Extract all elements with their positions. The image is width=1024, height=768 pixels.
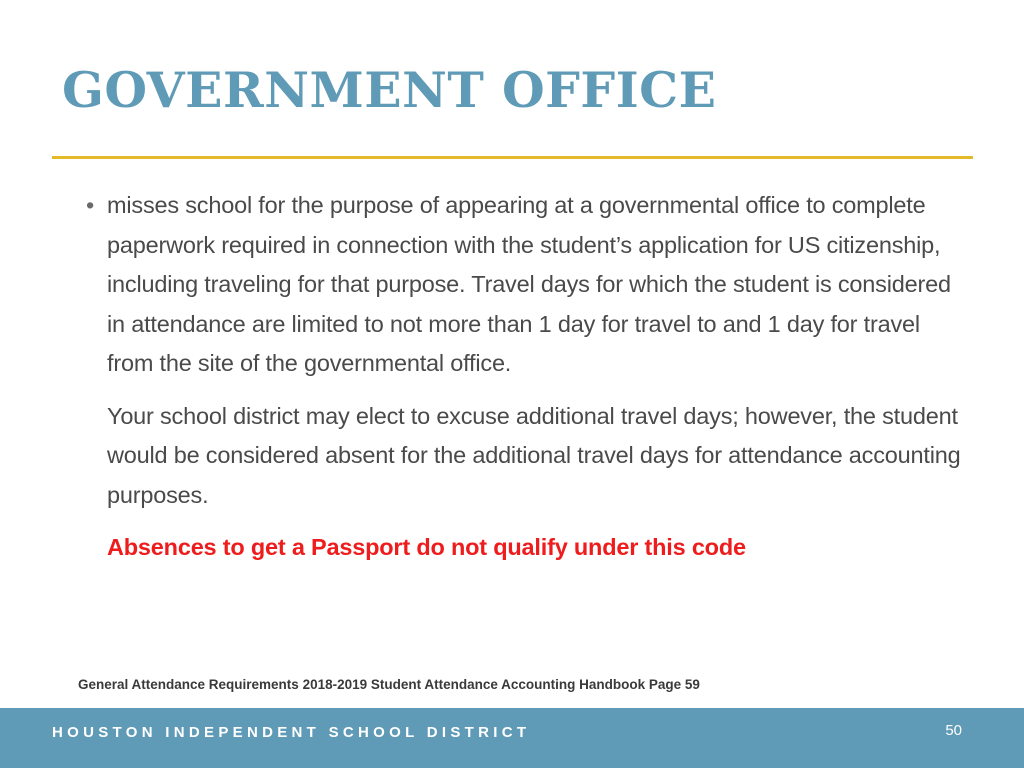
slide-title: GOVERNMENT OFFICE — [62, 61, 717, 119]
bullet-text: misses school for the purpose of appearing at a governmental office to complete paperwork required in connection with the student’s application for US citizenship, including traveling for that purpose. Travel days for which the student is considered in attendance are limited to not more than 1 day for travel to and 1 day for travel from the site of the governmental office. — [107, 192, 951, 376]
bullet-marker: • — [86, 192, 95, 218]
slide-body — [86, 186, 966, 568]
body-paragraph: Your school district may elect to excuse additional travel days; however, the student would be considered absent for the additional travel days for attendance accounting purposes. — [107, 402, 961, 508]
source-note: General Attendance Requirements 2018-2019 Student Attendance Accounting Handbook Page 59 — [78, 677, 700, 692]
warning-text: Absences to get a Passport do not qualify under this code — [107, 534, 746, 560]
title-divider — [52, 156, 973, 159]
footer-bar — [0, 708, 1024, 768]
page-number: 50 — [945, 722, 962, 739]
bullet-item — [86, 186, 966, 384]
organization-name: HOUSTON INDEPENDENT SCHOOL DISTRICT — [52, 724, 531, 741]
